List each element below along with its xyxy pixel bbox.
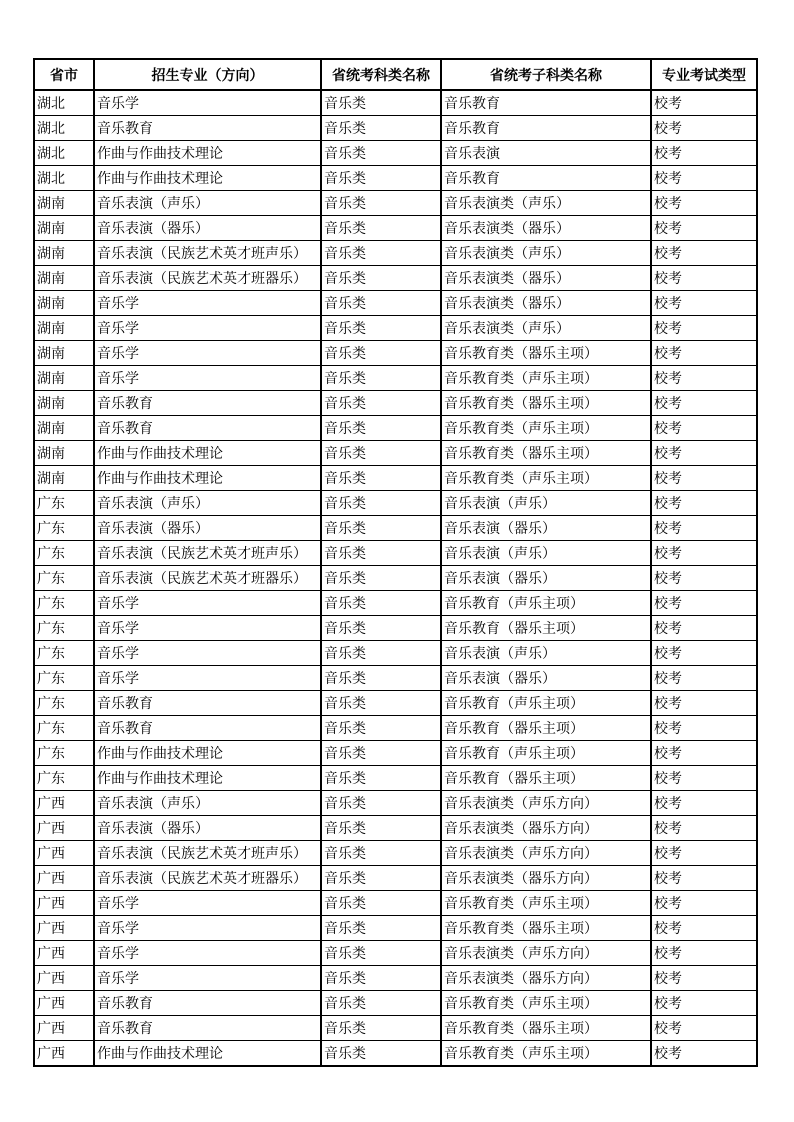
table-row [34,916,757,941]
table-row [34,216,757,241]
cell-major: 音乐表演（声乐） [94,491,321,516]
cell-major: 音乐教育 [94,391,321,416]
cell-exam-category: 音乐类 [321,366,441,391]
cell-exam-subcategory: 音乐表演（器乐） [441,516,651,541]
cell-exam-type: 校考 [651,966,757,991]
cell-exam-type: 校考 [651,291,757,316]
cell-major: 音乐学 [94,641,321,666]
cell-province: 广东 [34,616,94,641]
cell-exam-subcategory: 音乐教育类（器乐主项） [441,1016,651,1041]
cell-exam-type: 校考 [651,891,757,916]
cell-major: 音乐表演（声乐） [94,791,321,816]
cell-exam-type: 校考 [651,816,757,841]
cell-province: 广东 [34,516,94,541]
table-row [34,516,757,541]
cell-exam-type: 校考 [651,641,757,666]
cell-exam-category: 音乐类 [321,166,441,191]
cell-exam-type: 校考 [651,591,757,616]
cell-province: 广西 [34,866,94,891]
cell-exam-subcategory: 音乐表演 [441,141,651,166]
cell-exam-type: 校考 [651,90,757,116]
cell-province: 广东 [34,541,94,566]
cell-exam-subcategory: 音乐教育类（器乐主项） [441,391,651,416]
cell-exam-subcategory: 音乐教育（声乐主项） [441,591,651,616]
cell-exam-type: 校考 [651,391,757,416]
cell-province: 广东 [34,566,94,591]
table-row [34,791,757,816]
cell-exam-type: 校考 [651,416,757,441]
cell-exam-type: 校考 [651,166,757,191]
cell-exam-type: 校考 [651,1041,757,1067]
cell-major: 音乐学 [94,941,321,966]
table-row [34,866,757,891]
table-row [34,166,757,191]
cell-province: 湖南 [34,316,94,341]
cell-exam-subcategory: 音乐表演（声乐） [441,541,651,566]
table-row [34,1041,757,1067]
cell-province: 湖南 [34,241,94,266]
cell-exam-type: 校考 [651,316,757,341]
cell-exam-category: 音乐类 [321,116,441,141]
cell-exam-category: 音乐类 [321,341,441,366]
cell-exam-subcategory: 音乐表演（器乐） [441,666,651,691]
table-row [34,90,757,116]
cell-exam-type: 校考 [651,1016,757,1041]
cell-major: 作曲与作曲技术理论 [94,141,321,166]
cell-province: 湖北 [34,90,94,116]
cell-province: 广东 [34,641,94,666]
cell-province: 湖南 [34,416,94,441]
cell-exam-type: 校考 [651,241,757,266]
cell-exam-type: 校考 [651,841,757,866]
cell-province: 湖南 [34,266,94,291]
cell-exam-category: 音乐类 [321,666,441,691]
cell-exam-type: 校考 [651,141,757,166]
cell-major: 作曲与作曲技术理论 [94,166,321,191]
table-row [34,1016,757,1041]
cell-exam-subcategory: 音乐表演类（器乐方向） [441,866,651,891]
cell-exam-category: 音乐类 [321,966,441,991]
col-header-exam-type: 专业考试类型 [651,59,757,90]
cell-exam-type: 校考 [651,191,757,216]
cell-major: 音乐学 [94,341,321,366]
cell-exam-subcategory: 音乐表演类（声乐） [441,241,651,266]
cell-major: 音乐学 [94,966,321,991]
cell-exam-category: 音乐类 [321,291,441,316]
cell-province: 广西 [34,966,94,991]
cell-province: 广西 [34,991,94,1016]
table-row [34,366,757,391]
cell-exam-type: 校考 [651,666,757,691]
cell-major: 音乐学 [94,291,321,316]
table-row [34,341,757,366]
cell-major: 音乐表演（器乐） [94,516,321,541]
cell-exam-category: 音乐类 [321,441,441,466]
cell-exam-subcategory: 音乐表演（器乐） [441,566,651,591]
cell-exam-subcategory: 音乐教育类（器乐主项） [441,916,651,941]
cell-exam-type: 校考 [651,441,757,466]
cell-province: 广西 [34,841,94,866]
cell-exam-category: 音乐类 [321,991,441,1016]
cell-major: 音乐学 [94,616,321,641]
table-row [34,641,757,666]
cell-major: 音乐表演（民族艺术英才班器乐） [94,566,321,591]
cell-exam-type: 校考 [651,491,757,516]
table-row [34,891,757,916]
cell-major: 音乐表演（民族艺术英才班声乐） [94,541,321,566]
cell-exam-type: 校考 [651,741,757,766]
cell-major: 作曲与作曲技术理论 [94,441,321,466]
col-header-exam-subcategory: 省统考子科类名称 [441,59,651,90]
cell-exam-subcategory: 音乐表演类（声乐方向） [441,841,651,866]
table-row [34,191,757,216]
cell-exam-subcategory: 音乐表演类（器乐） [441,216,651,241]
cell-exam-subcategory: 音乐教育 [441,116,651,141]
cell-major: 作曲与作曲技术理论 [94,466,321,491]
cell-major: 音乐教育 [94,416,321,441]
cell-exam-category: 音乐类 [321,816,441,841]
cell-major: 音乐表演（民族艺术英才班器乐） [94,266,321,291]
cell-exam-category: 音乐类 [321,691,441,716]
cell-province: 湖南 [34,291,94,316]
table-row [34,266,757,291]
cell-exam-type: 校考 [651,716,757,741]
cell-major: 音乐教育 [94,991,321,1016]
cell-exam-subcategory: 音乐表演类（声乐方向） [441,941,651,966]
cell-major: 音乐学 [94,366,321,391]
cell-exam-category: 音乐类 [321,766,441,791]
table-row [34,841,757,866]
cell-exam-subcategory: 音乐表演类（器乐方向） [441,816,651,841]
cell-exam-type: 校考 [651,991,757,1016]
table-row [34,441,757,466]
cell-exam-subcategory: 音乐教育类（声乐主项） [441,1041,651,1067]
cell-exam-type: 校考 [651,791,757,816]
cell-exam-subcategory: 音乐表演类（器乐方向） [441,966,651,991]
cell-exam-category: 音乐类 [321,90,441,116]
cell-major: 作曲与作曲技术理论 [94,766,321,791]
table-row [34,666,757,691]
cell-exam-subcategory: 音乐教育 [441,166,651,191]
cell-exam-subcategory: 音乐教育类（器乐主项） [441,441,651,466]
cell-exam-category: 音乐类 [321,1041,441,1067]
cell-exam-type: 校考 [651,691,757,716]
table-row [34,966,757,991]
cell-province: 广西 [34,916,94,941]
cell-exam-category: 音乐类 [321,591,441,616]
cell-exam-category: 音乐类 [321,916,441,941]
cell-exam-type: 校考 [651,616,757,641]
cell-province: 广西 [34,791,94,816]
cell-province: 湖南 [34,441,94,466]
table-row [34,616,757,641]
cell-major: 音乐表演（声乐） [94,191,321,216]
cell-exam-type: 校考 [651,541,757,566]
cell-province: 广西 [34,941,94,966]
cell-major: 音乐教育 [94,116,321,141]
cell-province: 广东 [34,766,94,791]
cell-province: 广东 [34,591,94,616]
cell-major: 音乐学 [94,591,321,616]
cell-exam-type: 校考 [651,116,757,141]
table-row [34,391,757,416]
cell-exam-subcategory: 音乐表演类（声乐） [441,191,651,216]
cell-major: 音乐表演（民族艺术英才班声乐） [94,841,321,866]
cell-exam-subcategory: 音乐教育类（器乐主项） [441,341,651,366]
cell-province: 湖南 [34,216,94,241]
cell-exam-category: 音乐类 [321,566,441,591]
cell-exam-category: 音乐类 [321,716,441,741]
cell-exam-subcategory: 音乐表演类（声乐方向） [441,791,651,816]
table-row [34,291,757,316]
table-row [34,416,757,441]
cell-exam-category: 音乐类 [321,391,441,416]
cell-province: 广东 [34,666,94,691]
cell-province: 广东 [34,716,94,741]
cell-province: 湖南 [34,191,94,216]
cell-exam-category: 音乐类 [321,316,441,341]
cell-exam-type: 校考 [651,266,757,291]
table-header [34,59,757,90]
cell-province: 广西 [34,891,94,916]
cell-province: 广西 [34,1041,94,1067]
cell-exam-category: 音乐类 [321,641,441,666]
cell-province: 湖南 [34,341,94,366]
col-header-major: 招生专业（方向） [94,59,321,90]
cell-province: 广东 [34,741,94,766]
cell-major: 音乐学 [94,916,321,941]
cell-exam-subcategory: 音乐表演类（器乐） [441,291,651,316]
cell-exam-subcategory: 音乐教育（器乐主项） [441,716,651,741]
table-row [34,991,757,1016]
header-row [34,59,757,90]
cell-exam-subcategory: 音乐教育（声乐主项） [441,741,651,766]
table-row [34,741,757,766]
cell-exam-category: 音乐类 [321,616,441,641]
cell-province: 湖南 [34,366,94,391]
cell-major: 作曲与作曲技术理论 [94,1041,321,1067]
cell-exam-subcategory: 音乐教育类（声乐主项） [441,366,651,391]
table-row [34,566,757,591]
cell-exam-category: 音乐类 [321,941,441,966]
cell-exam-category: 音乐类 [321,891,441,916]
table-row [34,141,757,166]
cell-major: 音乐教育 [94,691,321,716]
admissions-exam-table [33,58,758,1067]
table-row [34,541,757,566]
cell-exam-category: 音乐类 [321,141,441,166]
cell-exam-subcategory: 音乐教育（声乐主项） [441,691,651,716]
cell-province: 湖南 [34,391,94,416]
cell-exam-category: 音乐类 [321,416,441,441]
table-row [34,591,757,616]
cell-major: 音乐表演（器乐） [94,816,321,841]
cell-province: 广东 [34,491,94,516]
cell-exam-category: 音乐类 [321,541,441,566]
cell-exam-subcategory: 音乐教育类（声乐主项） [441,991,651,1016]
cell-exam-subcategory: 音乐教育（器乐主项） [441,616,651,641]
cell-exam-category: 音乐类 [321,491,441,516]
table-row [34,466,757,491]
cell-major: 音乐表演（民族艺术英才班器乐） [94,866,321,891]
cell-exam-subcategory: 音乐教育（器乐主项） [441,766,651,791]
cell-exam-category: 音乐类 [321,216,441,241]
cell-exam-category: 音乐类 [321,841,441,866]
table-body [34,90,757,1066]
table-row [34,941,757,966]
cell-exam-subcategory: 音乐教育类（声乐主项） [441,416,651,441]
cell-exam-category: 音乐类 [321,191,441,216]
col-header-exam-category: 省统考科类名称 [321,59,441,90]
cell-exam-type: 校考 [651,341,757,366]
cell-exam-category: 音乐类 [321,266,441,291]
cell-exam-subcategory: 音乐教育类（声乐主项） [441,891,651,916]
cell-exam-subcategory: 音乐表演（声乐） [441,641,651,666]
cell-exam-type: 校考 [651,566,757,591]
cell-exam-type: 校考 [651,916,757,941]
cell-major: 音乐学 [94,90,321,116]
cell-major: 音乐表演（民族艺术英才班声乐） [94,241,321,266]
cell-exam-subcategory: 音乐表演类（器乐） [441,266,651,291]
cell-province: 湖北 [34,116,94,141]
cell-province: 湖北 [34,166,94,191]
cell-major: 音乐教育 [94,716,321,741]
cell-province: 广西 [34,1016,94,1041]
table-row [34,766,757,791]
cell-exam-type: 校考 [651,466,757,491]
cell-exam-subcategory: 音乐教育类（声乐主项） [441,466,651,491]
cell-major: 作曲与作曲技术理论 [94,741,321,766]
cell-exam-type: 校考 [651,766,757,791]
table-row [34,116,757,141]
cell-major: 音乐表演（器乐） [94,216,321,241]
table-row [34,716,757,741]
col-header-province: 省市 [34,59,94,90]
cell-major: 音乐教育 [94,1016,321,1041]
cell-exam-category: 音乐类 [321,466,441,491]
cell-exam-category: 音乐类 [321,741,441,766]
cell-exam-subcategory: 音乐表演（声乐） [441,491,651,516]
cell-exam-category: 音乐类 [321,241,441,266]
cell-exam-type: 校考 [651,516,757,541]
table-row [34,816,757,841]
table-row [34,241,757,266]
table-row [34,691,757,716]
cell-exam-type: 校考 [651,866,757,891]
cell-exam-type: 校考 [651,366,757,391]
cell-exam-type: 校考 [651,216,757,241]
cell-exam-category: 音乐类 [321,791,441,816]
cell-province: 湖南 [34,466,94,491]
cell-exam-category: 音乐类 [321,516,441,541]
cell-province: 湖北 [34,141,94,166]
table-row [34,491,757,516]
cell-major: 音乐学 [94,891,321,916]
cell-exam-type: 校考 [651,941,757,966]
cell-exam-subcategory: 音乐教育 [441,90,651,116]
cell-major: 音乐学 [94,666,321,691]
cell-exam-category: 音乐类 [321,866,441,891]
cell-exam-subcategory: 音乐表演类（声乐） [441,316,651,341]
cell-major: 音乐学 [94,316,321,341]
cell-province: 广西 [34,816,94,841]
table-row [34,316,757,341]
cell-exam-category: 音乐类 [321,1016,441,1041]
cell-province: 广东 [34,691,94,716]
